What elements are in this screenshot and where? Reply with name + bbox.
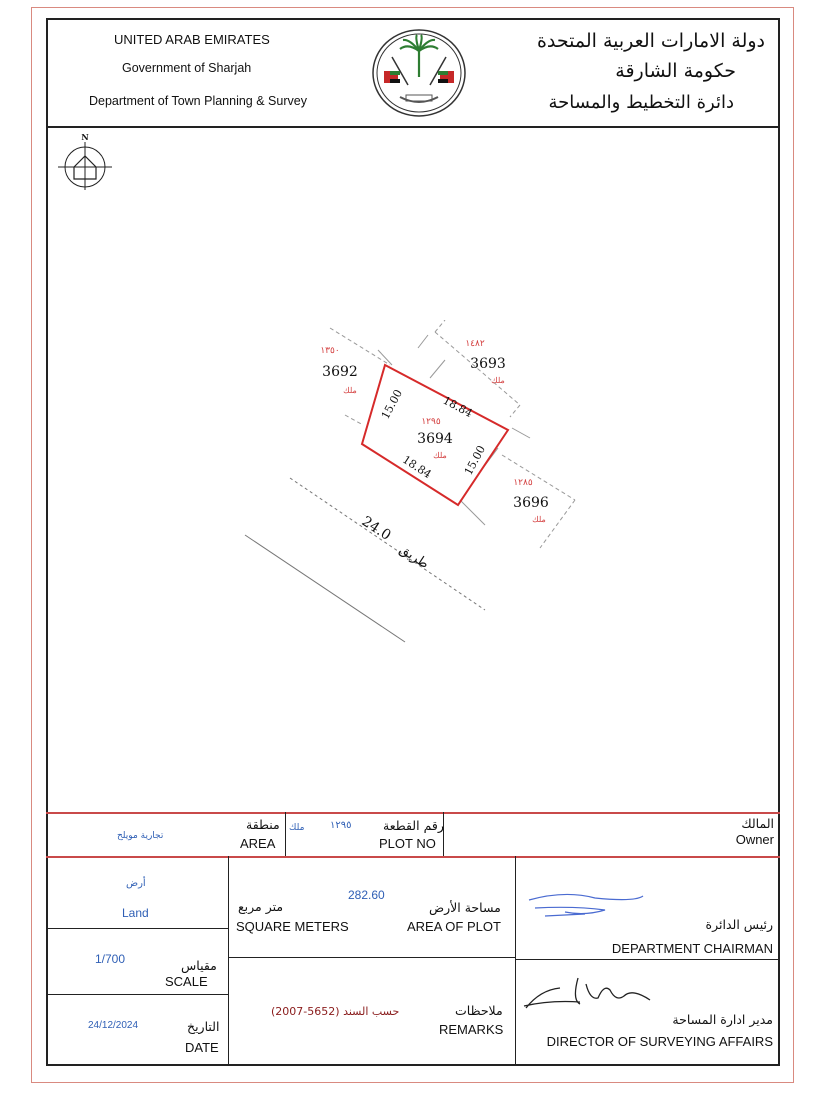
date-value: 24/12/2024 bbox=[88, 1020, 139, 1031]
road-width: 24.0 bbox=[358, 513, 394, 544]
dimension-left: 15.00 bbox=[378, 387, 406, 422]
sqm-label-en: SQUARE METERS bbox=[236, 919, 349, 934]
area-of-plot-value: 282.60 bbox=[348, 888, 385, 902]
north-arrow-icon bbox=[50, 130, 120, 200]
director-label-en: DIRECTOR OF SURVEYING AFFAIRS bbox=[546, 1034, 773, 1049]
header-government-ar: حكومة الشارقة bbox=[615, 60, 736, 82]
director-signature bbox=[520, 970, 660, 1014]
owner-label-ar: المالك bbox=[741, 816, 774, 831]
plot-3693-number: 3693 bbox=[470, 356, 506, 372]
area-of-plot-label-ar: مساحة الأرض bbox=[429, 900, 501, 915]
area-of-plot-label-en: AREA OF PLOT bbox=[407, 919, 501, 934]
plot-3692-status: ملك bbox=[343, 386, 357, 395]
header-government-en: Government of Sharjah bbox=[122, 61, 252, 75]
date-label-en: DATE bbox=[185, 1040, 219, 1055]
dimension-top: 18.84 bbox=[440, 393, 475, 421]
date-label-ar: التاريخ bbox=[187, 1019, 220, 1034]
dimension-right: 15.00 bbox=[461, 443, 489, 478]
scale-label-en: SCALE bbox=[165, 974, 208, 989]
plot-3693-status: ملك bbox=[491, 376, 505, 385]
plot-3694-status: ملك bbox=[433, 451, 447, 460]
chairman-label-en: DEPARTMENT CHAIRMAN bbox=[611, 941, 773, 956]
plot-3694-number: 3694 bbox=[417, 431, 453, 447]
north-label: N bbox=[81, 132, 89, 142]
remarks-value: حسب السند (5652-2007) bbox=[271, 1005, 400, 1018]
header-divider bbox=[46, 126, 780, 128]
dimension-bottom: 18.84 bbox=[400, 453, 434, 482]
plot-3696-status: ملك bbox=[532, 515, 546, 524]
plot-status: ملك bbox=[289, 822, 305, 832]
owner-label-en: Owner bbox=[735, 832, 774, 847]
plot-3692-area: ١٣٥٠ bbox=[320, 346, 340, 356]
plot-map bbox=[230, 320, 590, 660]
plot-area-ar: ١٢٩٥ bbox=[330, 820, 352, 831]
area-label-ar: منطقة bbox=[246, 817, 280, 832]
header-department-ar: دائرة التخطيط والمساحة bbox=[548, 92, 734, 113]
chairman-signature bbox=[525, 888, 655, 922]
plot-3694-area: ١٢٩٥ bbox=[421, 417, 441, 427]
land-type-ar: أرض bbox=[126, 878, 146, 889]
header-country-ar: دولة الامارات العربية المتحدة bbox=[536, 30, 765, 52]
scale-label-ar: مقياس bbox=[181, 958, 217, 973]
plot-3696-area: ١٢٨٥ bbox=[513, 478, 533, 488]
road-edge-line bbox=[290, 478, 485, 610]
plot-no-label-en: PLOT NO bbox=[379, 836, 436, 851]
scale-value: 1/700 bbox=[95, 952, 126, 966]
header-department-en: Department of Town Planning & Survey bbox=[89, 94, 307, 108]
info-top-divider bbox=[46, 812, 780, 814]
area-value: تجارية مويلح bbox=[117, 831, 164, 841]
remarks-label-ar: ملاحظات bbox=[455, 1003, 503, 1018]
area-label-en: AREA bbox=[240, 836, 276, 851]
plot-3693-area: ١٤٨٢ bbox=[465, 339, 485, 349]
director-label-ar: مدير ادارة المساحة bbox=[672, 1012, 773, 1027]
plot-3692-number: 3692 bbox=[322, 364, 358, 380]
road-edge-line bbox=[245, 535, 405, 642]
header-country-en: UNITED ARAB EMIRATES bbox=[114, 32, 270, 47]
info-row1-divider bbox=[46, 856, 780, 858]
remarks-label-en: REMARKS bbox=[439, 1022, 504, 1037]
chairman-label-ar: رئيس الدائرة bbox=[705, 917, 773, 932]
plot-no-label-ar: رقم القطعة bbox=[383, 818, 444, 833]
plot-3696-number: 3696 bbox=[513, 495, 549, 511]
land-type-en: Land bbox=[122, 906, 149, 920]
sqm-label-ar: متر مربع bbox=[238, 899, 284, 914]
sharjah-emblem-logo bbox=[370, 27, 468, 119]
road-label: طريق bbox=[396, 542, 432, 573]
